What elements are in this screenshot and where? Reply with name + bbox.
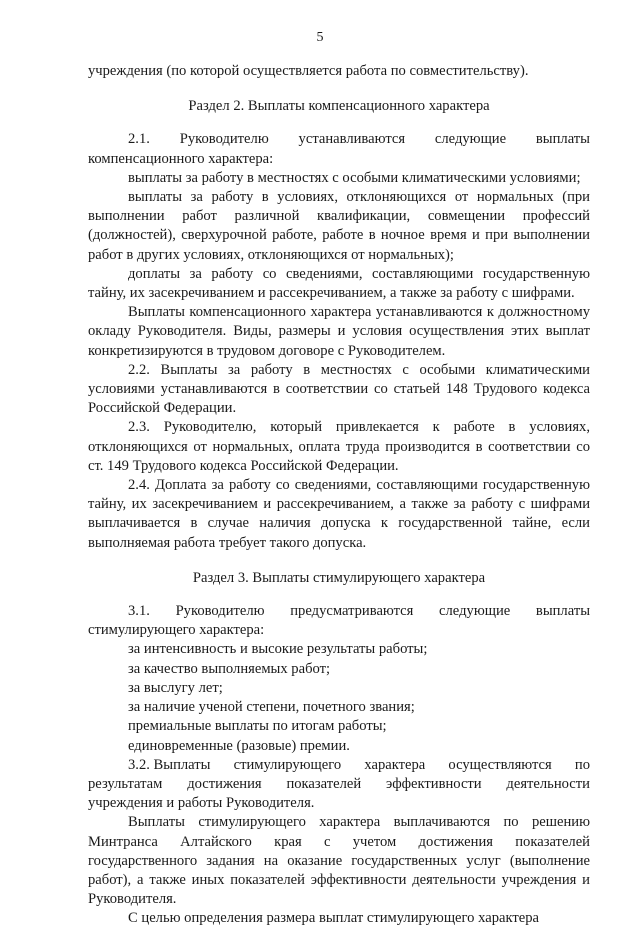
paragraph: доплаты за работу со сведениями, составляющими государственную тайну, их засекречиванием и рассекречиванием, а также за работу с шифрами. [88,265,590,302]
list-item: за выслугу лет; [128,679,223,696]
word: эффективности [386,775,482,792]
paragraph-line [88,756,590,775]
paragraph: С целью определения размера выплат стимулирующего характера [128,910,539,927]
paragraph: 2.2. Выплаты за работу в местностях с особыми климатическими условиями устанавливаются в соответствии со статьей 148 Трудового кодекса Российской Федерации. [88,361,590,417]
list-item: премиальные выплаты по итогам работы; [128,718,387,735]
section-2-heading: Раздел 2. Выплаты компенсационного характера [188,98,490,115]
paragraph: 2.1. Руководителю устанавливаются следующие выплаты компенсационного характера: [88,131,590,167]
page-number: 5 [316,30,324,45]
paragraph-line [88,775,590,794]
paragraph: выплаты за работу в местностях с особыми климатическими условиями; [128,169,581,186]
paragraph: 3.1. Руководителю предусматриваются следующие выплаты стимулирующего характера: [88,603,590,639]
word: показателей [286,775,362,792]
paragraph: учреждения (по которой осуществляется работа по совместительству). [88,63,529,79]
word: результатам [88,775,163,792]
paragraph: выплаты за работу в условиях, отклоняющихся от нормальных (при выполнении работ различной квалификации, совмещении профессий (должностей), сверхурочной работе, работе в ночное время и при выполнении работ в других условиях, отклоняющихся от нормальных); [88,189,590,263]
paragraph: 2.3. Руководителю, который привлекается к работе в условиях, отклоняющихся от нормальных, оплата труда производится в соответствии со ст. 149 Трудового кодекса Российской Федерации. [88,419,590,474]
word: по [574,756,590,773]
document-body [88,62,590,929]
word: деятельности [506,775,590,792]
list-item: единовременные (разовые) премии. [128,737,350,754]
paragraph: Выплаты компенсационного характера устанавливаются к должностному окладу Руководителя. Виды, размеры и условия осуществления этих выплат конкретизируются в трудовом договоре с Руководителем. [88,304,590,359]
list-item: за качество выполняемых работ; [128,660,331,677]
word: характера [364,756,426,773]
word: достижения [187,775,262,792]
word: 3.2. Выплаты [128,756,211,773]
word: стимулирующего [233,756,342,773]
list-item: за интенсивность и высокие результаты работы; [128,641,428,658]
list-item: за наличие ученой степени, почетного звания; [128,699,415,716]
paragraph: учреждения и работы Руководителя. [88,795,315,812]
word: осуществляются [448,756,552,773]
paragraph: 2.4. Доплата за работу со сведениями, составляющими государственную тайну, их засекречиванием и рассекречиванием, а также за работу с шифрами выплачивается в случае наличия допуска к государственной тайне, если выполняемая работа требует такого допуска. [88,477,590,551]
section-3-heading: Раздел 3. Выплаты стимулирующего характера [192,569,486,586]
paragraph: Выплаты стимулирующего характера выплачиваются по решению Минтранса Алтайского края с учетом достижения показателей государственного задания на оказание государственных услуг (выполнение работ), а также иных показателей эффективности деятельности учреждения и Руководителя. [88,814,590,908]
